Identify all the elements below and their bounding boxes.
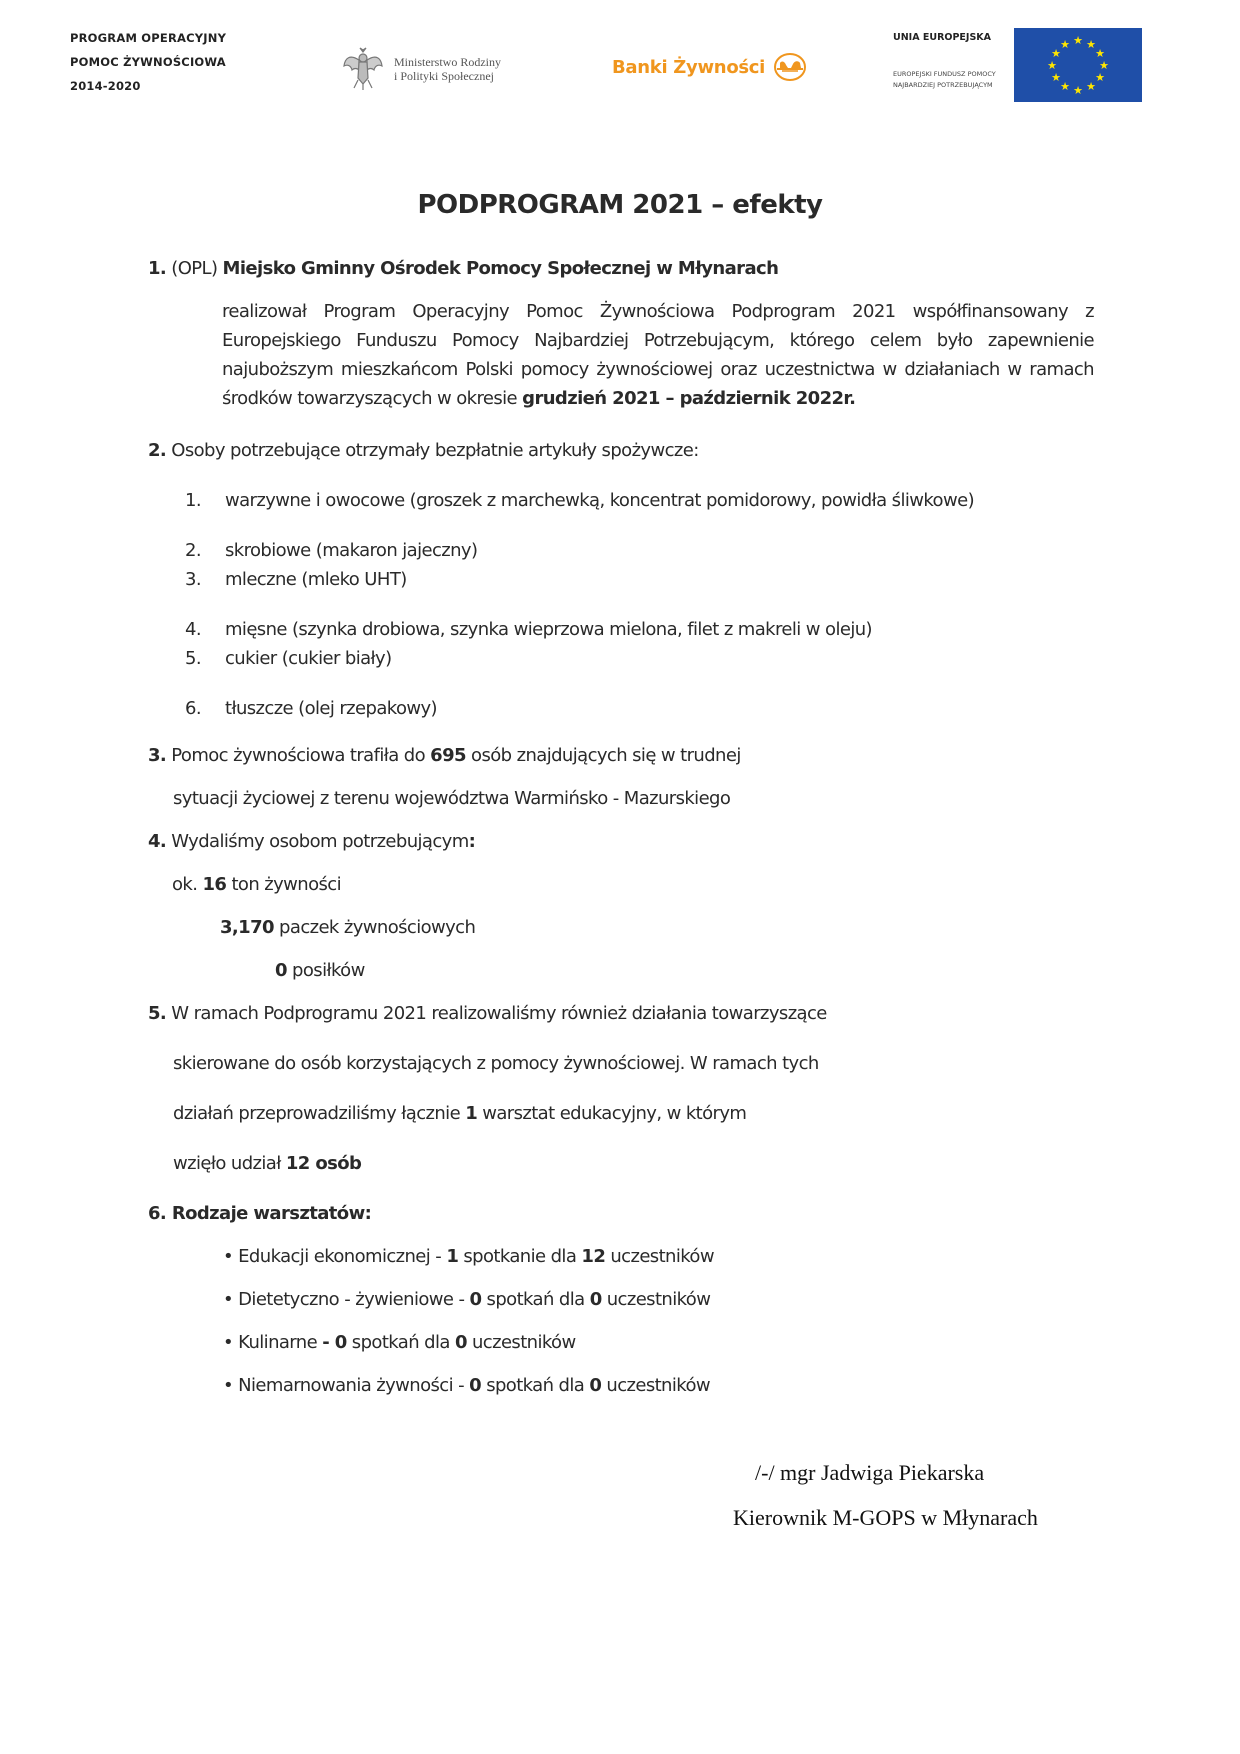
section-5-line1: 5. W ramach Podprogramu 2021 realizowaliśmy również działania towarzyszące [148, 1003, 827, 1024]
workshop-item-economic: • Edukacji ekonomicznej - 1 spotkanie dla 12 uczestników [223, 1246, 714, 1267]
food-item-1: 1. warzywne i owocowe (groszek z marchewką, koncentrat pomidorowy, powidła śliwkowe) [185, 490, 974, 511]
people-count: 695 [430, 745, 466, 766]
svg-text:★: ★ [1086, 38, 1096, 51]
birds-logo-icon [773, 52, 807, 82]
meals-value: 0 [275, 960, 287, 981]
food-item-2: 2. skrobiowe (makaron jajeczny) [185, 540, 478, 561]
svg-text:★: ★ [1047, 59, 1057, 72]
svg-text:★: ★ [1051, 47, 1061, 60]
program-logo-line2: POMOC ŻYWNOŚCIOWA [70, 55, 226, 69]
meals: 0 posiłków [275, 960, 365, 981]
section-6-heading: 6. Rodzaje warsztatów: [148, 1203, 372, 1224]
section-2-heading: 2. Osoby potrzebujące otrzymały bezpłatnie artykuły spożywcze: [148, 440, 699, 461]
eu-logo-text [893, 32, 996, 91]
program-logo [70, 26, 226, 98]
svg-text:★: ★ [1086, 80, 1096, 93]
bullet-icon: • [223, 1375, 234, 1396]
page-title: PODPROGRAM 2021 – efekty [417, 190, 823, 220]
svg-text:★: ★ [1060, 80, 1070, 93]
food-item-5: 5. cukier (cukier biały) [185, 648, 392, 669]
food-item-4: 4. mięsne (szynka drobiowa, szynka wieprzowa mielona, filet z makreli w oleju) [185, 619, 872, 640]
svg-text:★: ★ [1073, 34, 1083, 47]
section-5-line4: wzięło udział 12 osób [173, 1153, 362, 1174]
eu-flag-icon [1014, 28, 1142, 102]
program-period: grudzień 2021 – październik 2022r. [522, 388, 856, 409]
section-5-line3: działań przeprowadziliśmy łącznie 1 warsztat edukacyjny, w którym [173, 1103, 747, 1124]
svg-text:★: ★ [1073, 84, 1083, 97]
eu-subtitle: EUROPEJSKI FUNDUSZ POMOCY NAJBARDZIEJ POTRZEBUJĄCYM [893, 70, 996, 89]
section-5-line2: skierowane do osób korzystających z pomocy żywnościowej. W ramach tych [173, 1053, 819, 1074]
program-logo-line3: 2014-2020 [70, 79, 141, 93]
signature-name: /-/ mgr Jadwiga Piekarska [755, 1460, 985, 1485]
bullet-icon: • [223, 1332, 234, 1353]
svg-text:★: ★ [1060, 38, 1070, 51]
food-item-3: 3. mleczne (mleko UHT) [185, 569, 407, 590]
svg-text:★: ★ [1095, 47, 1105, 60]
workshop-item-dietetic: • Dietetyczno - żywieniowe - 0 spotkań dla 0 uczestników [223, 1289, 711, 1310]
food-tons: ok. 16 ton żywności [172, 874, 341, 895]
tons-value: 16 [202, 874, 227, 895]
svg-text:★: ★ [1051, 71, 1061, 84]
program-logo-line1: PROGRAM OPERACYJNY [70, 31, 227, 45]
svg-text:★: ★ [1099, 59, 1109, 72]
signature-role: Kierownik M-GOPS w Młynarach [733, 1505, 1038, 1530]
participants-count: 12 osób [285, 1153, 362, 1174]
bullet-icon: • [223, 1289, 234, 1310]
eu-title: UNIA EUROPEJSKA [893, 32, 991, 43]
section-3-line1: 3. Pomoc żywnościowa trafiła do 695 osób znajdujących się w trudnej [148, 745, 741, 766]
section-3-line2: sytuacji życiowej z terenu województwa Warmińsko - Mazurskiego [173, 788, 731, 809]
bullet-icon: • [223, 1246, 234, 1267]
workshop-item-culinary: • Kulinarne - 0 spotkań dla 0 uczestników [223, 1332, 576, 1353]
organization-name: Miejsko Gminny Ośrodek Pomocy Społecznej w Młynarach [222, 258, 779, 279]
workshop-item-food-waste: • Niemarnowania żywności - 0 spotkań dla 0 uczestników [223, 1375, 710, 1396]
packages-value: 3,170 [220, 917, 274, 938]
section-4-heading: 4. Wydaliśmy osobom potrzebującym: [148, 831, 476, 852]
ministry-name: Ministerstwo Rodziny i Polityki Społecznej [394, 55, 501, 83]
svg-text:★: ★ [1095, 71, 1105, 84]
food-item-6: 6. tłuszcze (olej rzepakowy) [185, 698, 437, 719]
banki-zywnosci-logo [612, 52, 807, 82]
section-1-body: realizował Program Operacyjny Pomoc Żywnościowa Podprogram 2021 współfinansowany z Europejskiego Funduszu Pomocy Najbardziej Potrzebującym, którego celem było zapewnienie najuboższym mieszkańcom Polski pomocy żywnościowej oraz uczestnictwa w działaniach w ramach środków towarzyszących w okresie grudzień 2021 – październik 2022r. [222, 301, 1094, 409]
banki-logo-text: Banki Żywności [612, 56, 766, 78]
ministry-logo [342, 46, 501, 92]
polish-eagle-icon [342, 46, 384, 92]
workshops-count: 1 [465, 1103, 478, 1124]
section-1-heading: 1. (OPL) Miejsko Gminny Ośrodek Pomocy Społecznej w Młynarach [148, 258, 779, 279]
food-packages: 3,170 paczek żywnościowych [220, 917, 476, 938]
